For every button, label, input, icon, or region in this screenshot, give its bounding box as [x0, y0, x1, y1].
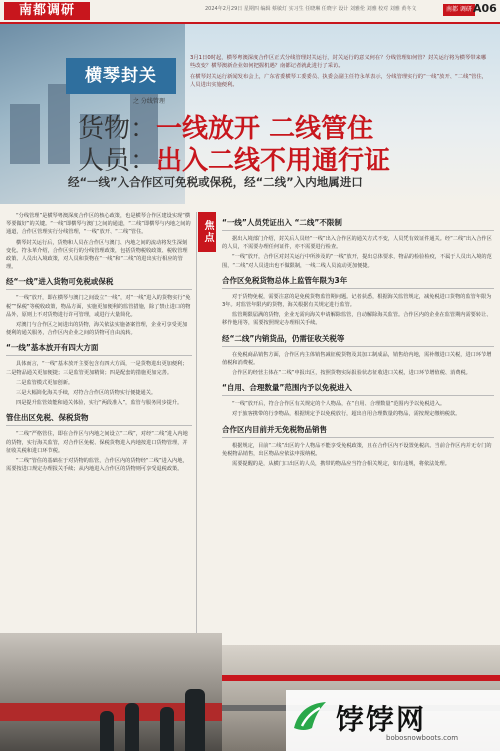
- article-paragraph: 监管期限届满的货物，企业无需向海关申请解除监管，自动解除海关监管。合作区内的企业在监管期内需要转让、移作他用等，需要按照规定办理相关手续。: [222, 312, 492, 327]
- page-number: A06: [473, 2, 497, 15]
- article-paragraph: 三是大幅简化海关手续，对符合合作区的货物实行便捷通关。: [16, 390, 157, 397]
- headline-people-text: 出入二线不用通行证: [156, 146, 391, 176]
- headline-goods-label: 货物：: [78, 114, 157, 144]
- article-paragraph: “二线”严格管住，即在合作区与内地之间设立“二线”，对经“二线”进入内地的货物，实行海关监管，对合作区免税、保税货物进入内地按进口货物管理，并征收关税和进口环节税。: [6, 431, 188, 454]
- headline-people-label: 人员：: [78, 146, 157, 176]
- headline-people: [78, 140, 390, 177]
- article-paragraph: 二是监管模式更加创新。: [16, 379, 74, 386]
- article-paragraph: “分线管理”是横琴粤澳深度合作区的核心政策，也是横琴合作区建设实现“横琴要做好”的关键。“一线”即横琴与澳门之间的通道，“二线”即横琴与内地之间的通道，合作区管理实行分线管理，“一线”放开、“二线”管住。: [6, 213, 191, 236]
- right-column: [222, 212, 494, 644]
- section-heading: 合作区内目前并无免税物品销售: [222, 425, 494, 438]
- watermark-logo-icon: [290, 698, 330, 738]
- article-paragraph: 根据规定，目前“二线”出区的个人物品不能享受免税政策，且在合作区内不设置免税店。当前合作区内并无专门的免税物品销售，出区物品应依法申报纳税。: [222, 442, 492, 457]
- article-paragraph: 在免税商品销售方面，合作区内主体销售减征税货物及其加工制成品，销售给内地，需补缴进口关税，进口环节增值税和消费税。: [222, 351, 492, 366]
- article-paragraph: 四是提升监管效能和通关体验，实行“两段准入”，监管与服务同步提升。: [16, 400, 183, 407]
- section-heading: “一线”基本放开有四大方面: [6, 343, 192, 356]
- kicker-title: 横琴封关: [66, 58, 176, 94]
- section-tag: 南都 调研: [443, 4, 475, 16]
- newspaper-brand: 南都调研: [4, 2, 90, 20]
- article-paragraph: 需要提醒的是，从横门口出区的人员，携带的物品应当符合相关规定，如有违规，将依法处理。: [232, 461, 450, 468]
- hero: [0, 24, 500, 204]
- subheadline: 经“一线”入合作区可免税或保税，经“二线”入内地属进口: [68, 175, 363, 189]
- article-paragraph: 对于旅客携带的行李物品，根据规定予以免税放行，超出自用合理数量的物品，需按规定缴纳税款。: [232, 411, 461, 418]
- watermark-url: bobosnowboots.com: [386, 734, 459, 742]
- header-meta: 2024年2月29日 星期四 编辑 蔡敏灯 实习生 任晓琳 任晓宇 设计 刘雅伦 刘雅 校对 刘雅 黄冬文: [205, 6, 417, 12]
- masthead: [0, 0, 500, 22]
- checkpoint-photo: [0, 633, 222, 751]
- section-heading: 管住出区免税、保税货物: [6, 413, 192, 426]
- headline-goods-text: 一线放开 二线管住: [156, 114, 374, 144]
- article-paragraph: 据出入境部门介绍，封关后人员经“一线”出入合作区的通关方式不变，人员凭有效证件通关。经“二线”出入合作区的人员，不需要办理任何证件，亦不需要进行检查。: [222, 236, 492, 251]
- article-paragraph: “一线”放开后，符合合作区有关规定的个人物品，在“自用、合理数量”范围内予以免税进入。: [232, 401, 446, 408]
- article-paragraph: “一线”放开，即在横琴与澳门之间设立“一线”，对“一线”进入的货物实行“免税”“保税”等税收政策，物品方面，实施更加便利的监管措施，除了禁止进口的物品外，原则上不对货物进行许可管理，或进行大量简化。: [6, 295, 191, 318]
- article-paragraph: “二线”管住的基础在于对货物的监管，合作区内的货物经“二线”进入内地，需要按进口规定办理报关手续；从内地进入合作区的货物则可享受退税政策。: [6, 458, 188, 473]
- article-paragraph: 具体而言，“一线”基本放开主要包含有四大方面，一是货物进出更加便利；二是物品通关更加便捷；三是监管更加精简；四是配套的措施更加完善。: [6, 361, 188, 376]
- watermark: [286, 690, 500, 751]
- section-heading: “一线”人员凭证出入 “二线”不限制: [222, 218, 494, 231]
- article-paragraph: 对于货物免税，需要注意的是免税货物监管期问题。记者获悉，根据海关监管规定，减免税进口货物的监管年限为3年。对监管年限内的货物，海关根据有关规定进行监管。: [222, 293, 492, 309]
- focus-label: 焦点: [198, 212, 216, 252]
- section-heading: 经“二线”内销货品，仍需征收关税等: [222, 334, 494, 347]
- article-paragraph: 对澳门与合作区之间进出的货物，海关依法实施备案管理，企业可享受更加便利的通关服务，合作区内企业之间的货物可自由流转。: [6, 322, 188, 337]
- section-heading: “自用、合理数量”范围内予以免税进入: [222, 383, 494, 396]
- lead-paragraph: 3月1日0时起，横琴粤澳深度合作区正式分线管理封关运行，封关运行的意义何在？分线管理如何管？封关运行将为横琴带来哪些改变？横琴澳新企业如何把握机遇？南都记者就此进行了采访。: [190, 55, 487, 69]
- section-heading: 合作区免税货物总体上监管年限为3年: [222, 276, 494, 289]
- kicker-subtitle: 之 分线管理: [133, 98, 165, 105]
- lead-paragraphs: [190, 54, 490, 92]
- article-paragraph: “一线”放开，合作区对封关运行中所涉及的“一线”放开，提出总体要求，物品的检验检疫，不属于人员出入境的范围，“二线”对人员进出也不做限制，一线二线人员流动更加便捷。: [222, 254, 492, 269]
- article-paragraph: 合作区的经营主体在“二线”申报出区，按照货物实际报验状态征收进口关税，进口环节增值税、消费税。: [232, 370, 471, 377]
- left-column: [6, 212, 192, 630]
- lead-paragraph: 在横琴封关运行新闻发布会上，广东省委横琴工委委员、执委会副主任符永革表示，分线管理实行的“一线”放开、“二线”管住，人员进出实施便利。: [190, 74, 488, 88]
- watermark-text: 饽饽网: [336, 703, 427, 736]
- column-divider: [196, 212, 197, 642]
- article-paragraph: 横琴封关运行后，货物和人员在合作区与澳门、内地之间的流动将发生深刻变化。符永革介绍，合作区实行的分线管理政策，包括货物税收政策、税收管理政策、人员出入境政策，对人员和货物在“一线”和“二线”的进出实行相应的管理。: [6, 239, 188, 271]
- section-heading: 经“一线”进入货物可免税或保税: [6, 277, 192, 290]
